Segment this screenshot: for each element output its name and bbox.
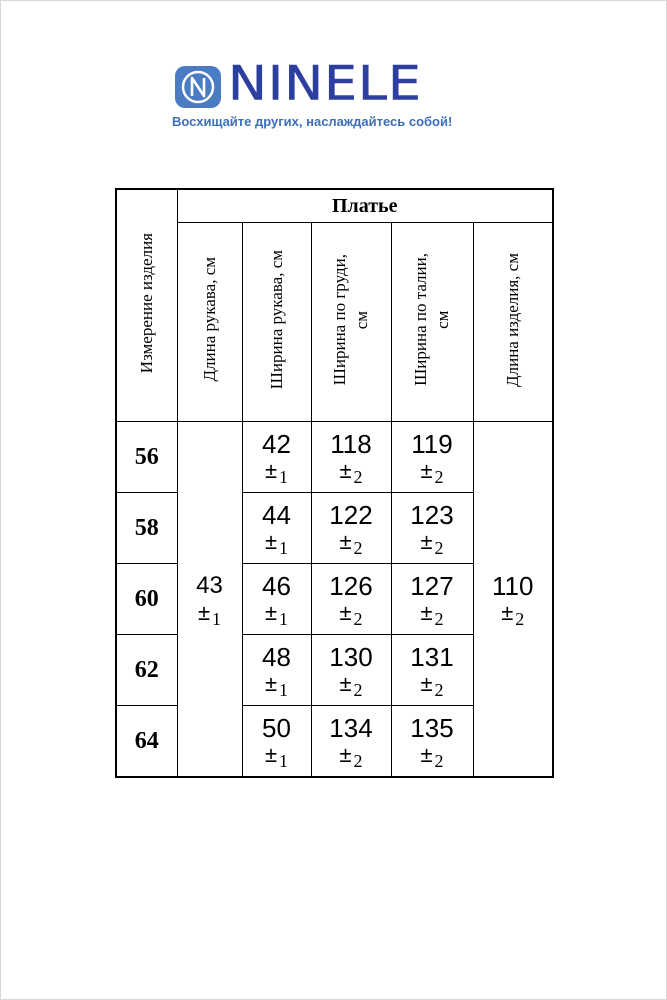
sleeve-width-value: 44 bbox=[262, 499, 291, 530]
waist-width-tolerance: ± $_2$ bbox=[420, 670, 444, 700]
table-row bbox=[116, 422, 553, 493]
sleeve-width-cell bbox=[242, 422, 311, 493]
waist-width-tolerance: ± $_2$ bbox=[420, 528, 444, 558]
sleeve-width-cell bbox=[242, 635, 311, 706]
sleeve-width-value: 48 bbox=[262, 641, 291, 672]
chest-width-value: 126 bbox=[329, 570, 373, 601]
sleeve-width-cell bbox=[242, 564, 311, 635]
sleeve-width-tolerance: ± $_1$ bbox=[264, 599, 289, 629]
chest-width-tolerance: ± $_2$ bbox=[339, 741, 363, 771]
waist-width-value: 135 bbox=[410, 712, 454, 743]
chest-width-value: 122 bbox=[329, 499, 373, 530]
header-sleeve-length-cell bbox=[177, 223, 242, 422]
size-value: 58 bbox=[116, 493, 177, 564]
chest-width-cell bbox=[311, 635, 391, 706]
header-sleeve-width: Ширина рукава, см bbox=[266, 249, 286, 390]
chest-width-tolerance: ± $_2$ bbox=[339, 670, 363, 700]
brand-name: NINELE bbox=[228, 57, 422, 111]
chest-width-tolerance: ± $_2$ bbox=[339, 528, 363, 558]
sleeve-length-value: 43 bbox=[196, 571, 223, 599]
brand-logo bbox=[172, 57, 502, 133]
sleeve-width-tolerance: ± $_1$ bbox=[264, 670, 289, 700]
size-header: Измерение изделия bbox=[136, 232, 156, 374]
chest-width-value: 134 bbox=[329, 712, 373, 743]
header-waist-width: Ширина по талии, см bbox=[411, 253, 452, 386]
header-sleeve-width-cell bbox=[242, 223, 311, 422]
waist-width-tolerance: ± $_2$ bbox=[420, 599, 444, 629]
sleeve-width-value: 42 bbox=[262, 428, 291, 459]
chest-width-cell bbox=[311, 564, 391, 635]
sleeve-width-tolerance: ± $_1$ bbox=[264, 528, 289, 558]
chest-width-tolerance: ± $_2$ bbox=[339, 457, 363, 487]
waist-width-cell bbox=[391, 564, 473, 635]
sleeve-width-value: 50 bbox=[262, 712, 291, 743]
size-value: 62 bbox=[116, 635, 177, 706]
sleeve-width-cell bbox=[242, 706, 311, 778]
sleeve-width-tolerance: ± $_1$ bbox=[264, 741, 289, 771]
product-length-value: 110 bbox=[492, 570, 534, 601]
chest-width-cell bbox=[311, 493, 391, 564]
size-header-cell bbox=[116, 189, 177, 422]
chest-width-tolerance: ± $_2$ bbox=[339, 599, 363, 629]
sleeve-width-tolerance: ± $_1$ bbox=[264, 457, 289, 487]
header-product-length: Длина изделия, см bbox=[502, 252, 522, 387]
sleeve-width-cell bbox=[242, 493, 311, 564]
waist-width-cell bbox=[391, 493, 473, 564]
chest-width-value: 118 bbox=[330, 428, 372, 459]
header-chest-width-cell bbox=[311, 223, 391, 422]
waist-width-value: 123 bbox=[410, 499, 454, 530]
header-chest-width: Ширина по груди, см bbox=[330, 253, 371, 386]
size-value: 64 bbox=[116, 706, 177, 778]
table-title: Платье bbox=[177, 189, 553, 223]
waist-width-value: 127 bbox=[410, 570, 454, 601]
waist-width-cell bbox=[391, 635, 473, 706]
waist-width-cell bbox=[391, 706, 473, 778]
chest-width-cell bbox=[311, 422, 391, 493]
size-value: 60 bbox=[116, 564, 177, 635]
size-table bbox=[115, 188, 554, 778]
sleeve-width-value: 46 bbox=[262, 570, 291, 601]
chest-width-value: 130 bbox=[329, 641, 373, 672]
header-sleeve-length: Длина рукава, см bbox=[199, 257, 219, 382]
brand-slogan: Восхищайте других, наслаждайтесь собой! bbox=[172, 114, 453, 129]
chest-width-cell bbox=[311, 706, 391, 778]
product-length-cell bbox=[473, 422, 553, 778]
waist-width-cell bbox=[391, 422, 473, 493]
waist-width-tolerance: ± $_2$ bbox=[420, 457, 444, 487]
sleeve-length-cell bbox=[177, 422, 242, 778]
size-value: 56 bbox=[116, 422, 177, 493]
header-product-length-cell bbox=[473, 223, 553, 422]
waist-width-tolerance: ± $_2$ bbox=[420, 741, 444, 771]
ninele-logo-mark-icon bbox=[174, 65, 222, 109]
header-waist-width-cell bbox=[391, 223, 473, 422]
waist-width-value: 119 bbox=[411, 428, 453, 459]
product-length-tolerance: ± $_2$ bbox=[501, 599, 525, 629]
sleeve-length-tolerance: ± $_1$ bbox=[197, 599, 222, 629]
waist-width-value: 131 bbox=[410, 641, 454, 672]
